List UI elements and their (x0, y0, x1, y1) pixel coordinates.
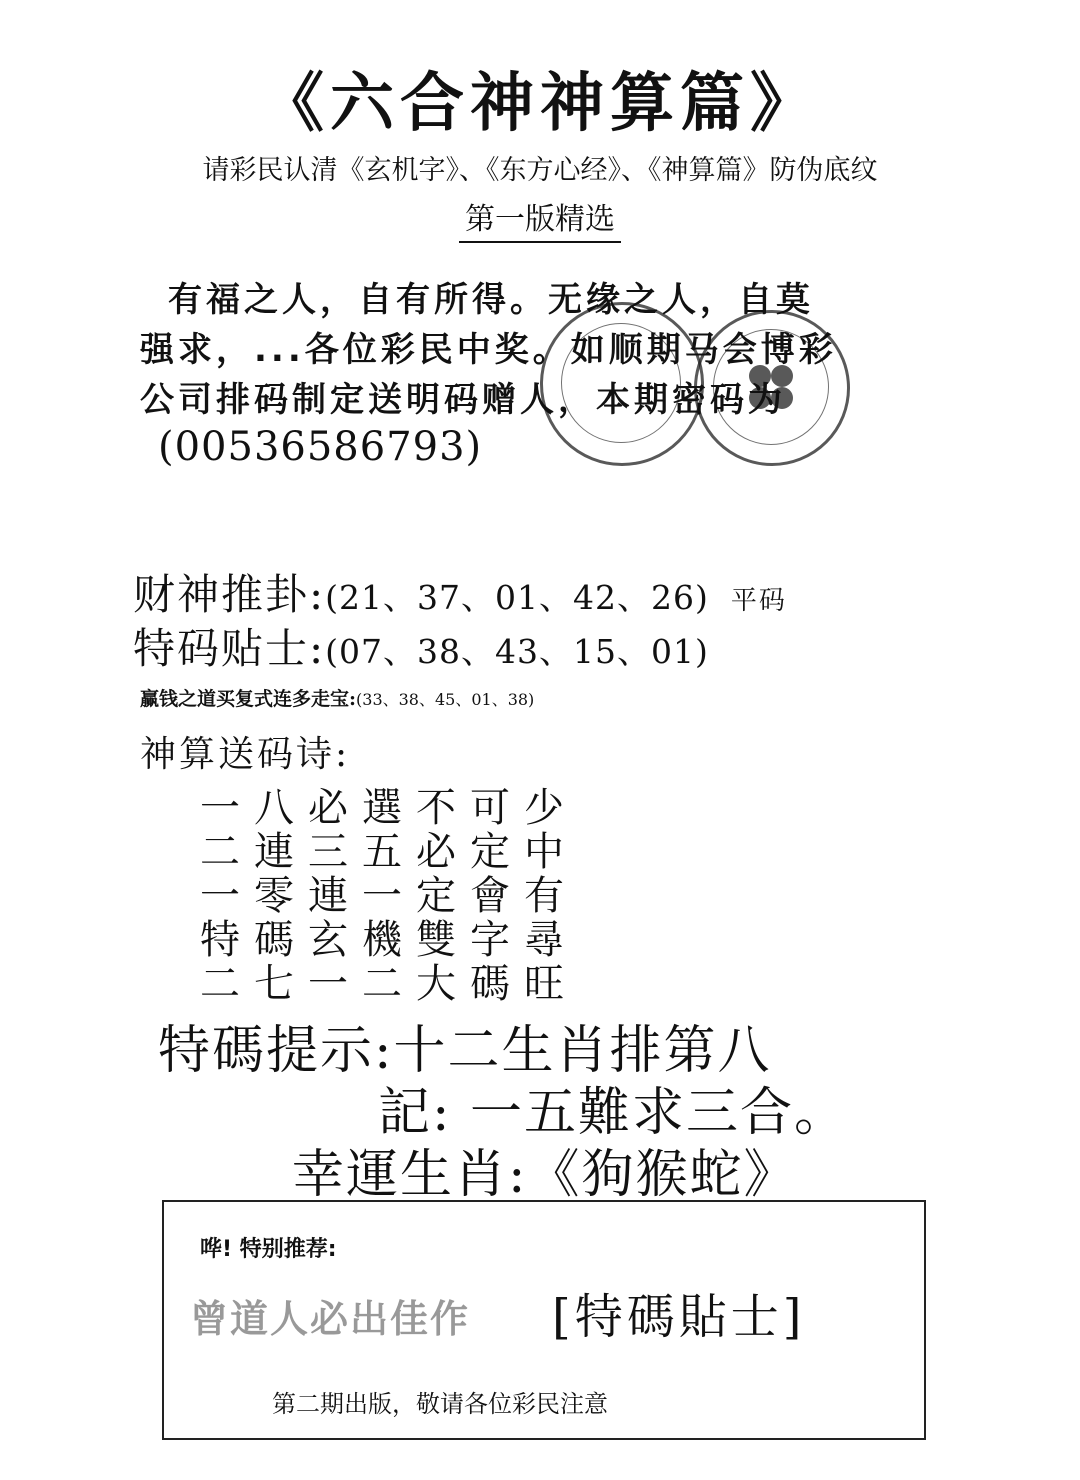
caishen-pick (133, 562, 787, 622)
combo-pick (140, 684, 534, 711)
combo-label: 赢钱之道买复式连多走宝: (140, 688, 357, 710)
tema-label: 特码贴士: (133, 624, 326, 673)
anti-fake-notice: 请彩民认清《玄机字》、《东方心经》、《神算篇》防伪底纹 (202, 155, 878, 186)
poem-line-2: 二連三五必定中 (200, 829, 578, 875)
intro-line-2: 强求，...各位彩民中奖。如顺期马会博彩 (140, 330, 837, 370)
secret-code: (00536586793) (158, 424, 483, 470)
poem-line-3: 一零連一定會有 (200, 873, 578, 919)
ji-hint: 記: 一五難求三合。 (378, 1083, 849, 1143)
poem-line-1: 一八必選不可少 (200, 785, 578, 831)
tema-hint: 特碼提示:十二生肖排第八 (158, 1021, 772, 1081)
promo-main-title: [特碼貼士] (552, 1289, 806, 1345)
promo-heading: 哗! 特别推荐: (200, 1237, 337, 1262)
caishen-label: 财神推卦: (133, 570, 326, 619)
intro-line-3: 公司排码制定送明码赠人，本期密码为 (140, 380, 786, 420)
promo-faded-text: 曾道人必出佳作 (190, 1297, 471, 1341)
poem-line-5: 二七一二大碼旺 (200, 961, 578, 1007)
poem-title: 神算送码诗: (140, 734, 351, 775)
intro-line-1: 有福之人，自有所得。无缘之人，自莫 (168, 280, 814, 320)
page-title: 《六合神神算篇》 (260, 67, 820, 141)
lucky-zodiac: 幸運生肖:《狗猴蛇》 (292, 1145, 798, 1205)
edition-text: 第一版精选 (459, 202, 621, 243)
edition-label (0, 194, 1080, 238)
tema-pick (133, 616, 709, 676)
promo-footer: 第二期出版，敬请各位彩民注意 (272, 1390, 608, 1418)
combo-numbers: (33、38、45、01、38) (356, 690, 535, 709)
caishen-tag: 平码 (730, 586, 787, 616)
tema-numbers: (07、38、43、15、01) (325, 632, 709, 671)
caishen-numbers: (21、37、01、42、26) (325, 578, 709, 617)
poem-line-4: 特碼玄機雙字尋 (200, 917, 578, 963)
